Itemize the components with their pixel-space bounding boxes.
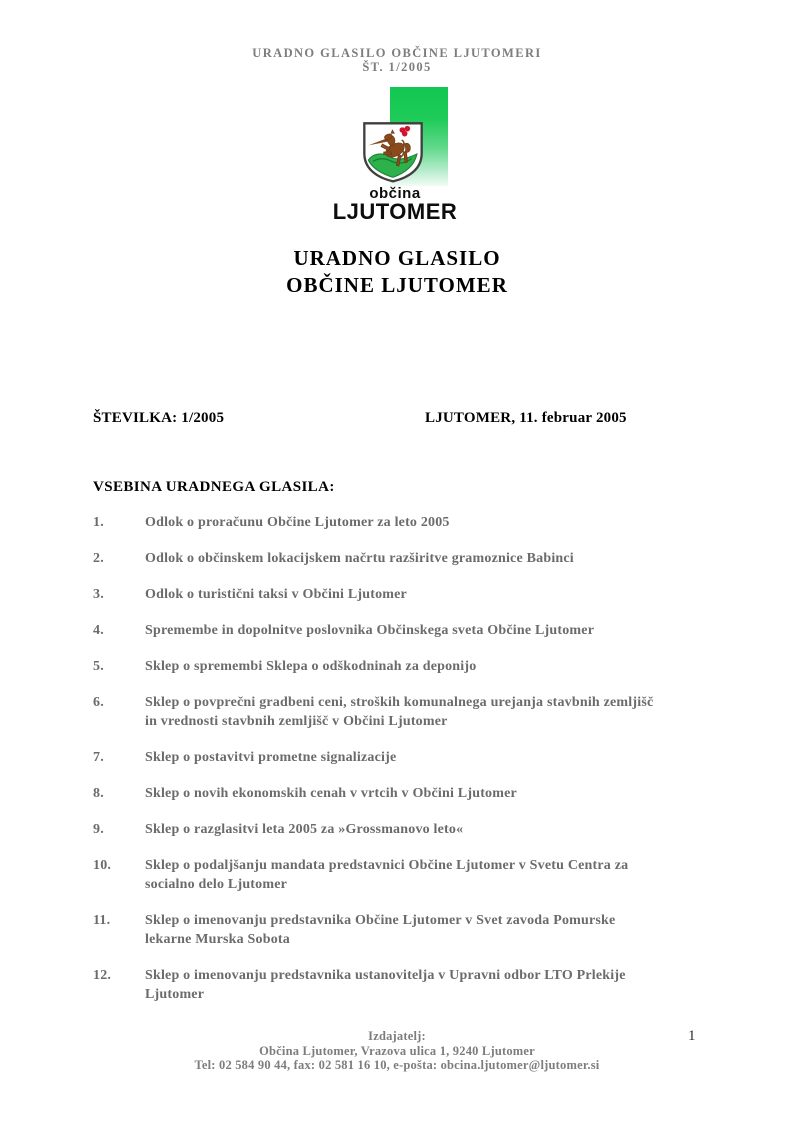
toc-item-text: Spremembe in dopolnitve poslovnika Občinskega sveta Občine Ljutomer — [145, 623, 595, 638]
toc-item-text: Sklep o spremembi Sklepa o odškodninah za deponijo — [145, 659, 477, 674]
toc-list — [93, 513, 673, 1021]
toc-item-text: Sklep o razglasitvi leta 2005 za »Grossmanovo leto« — [145, 822, 464, 837]
toc-item-number: 4. — [93, 623, 104, 638]
title-line2: OBČINE LJUTOMER — [286, 273, 508, 297]
document-title — [0, 245, 794, 299]
logo-municipality-name: LJUTOMER — [332, 199, 458, 224]
toc-item — [93, 621, 673, 640]
toc-item — [93, 911, 673, 949]
toc-item — [93, 693, 673, 731]
toc-item — [93, 585, 673, 604]
footer — [0, 1029, 794, 1073]
toc-item-text: Odlok o občinskem lokacijskem načrtu razširitve gramoznice Babinci — [145, 551, 574, 566]
toc-item-number: 12. — [93, 968, 112, 983]
toc-heading: VSEBINA URADNEGA GLASILA: — [93, 479, 335, 495]
toc-item — [93, 549, 673, 568]
toc-item-text: Odlok o proračunu Občine Ljutomer za leto 2005 — [145, 515, 450, 530]
footer-publisher-label: Izdajatelj: — [368, 1029, 426, 1043]
toc-item-number: 1. — [93, 515, 104, 530]
toc-item — [93, 856, 673, 894]
place-date: LJUTOMER, 11. februar 2005 — [425, 410, 627, 426]
toc-item-number: 6. — [93, 695, 104, 710]
page-number: 1 — [688, 1028, 696, 1044]
toc-item-number: 11. — [93, 913, 111, 928]
toc-item-number: 2. — [93, 551, 104, 566]
toc-item — [93, 784, 673, 803]
toc-item-text: Sklep o postavitvi prometne signalizacije — [145, 750, 397, 765]
toc-item-text: Sklep o novih ekonomskih cenah v vrtcih v Občini Ljutomer — [145, 786, 517, 801]
title-line1: URADNO GLASILO — [293, 246, 501, 270]
toc-item-number: 5. — [93, 659, 104, 674]
masthead — [0, 46, 794, 74]
masthead-title: URADNO GLASILO OBČINE LJUTOMERI — [252, 46, 542, 60]
toc-item — [93, 820, 673, 839]
toc-item-text: Odlok o turistični taksi v Občini Ljutomer — [145, 587, 407, 602]
toc-item — [93, 657, 673, 676]
coat-of-arms-icon — [359, 120, 427, 184]
toc-item-number: 3. — [93, 587, 104, 602]
municipality-logo — [0, 86, 794, 224]
toc-item-number: 7. — [93, 750, 104, 765]
logo-obcina-label: občina — [369, 185, 421, 202]
toc-item — [93, 748, 673, 767]
masthead-issue: ŠT. 1/2005 — [362, 60, 432, 74]
issue-number: ŠTEVILKA: 1/2005 — [93, 410, 225, 426]
footer-contact: Tel: 02 584 90 44, fax: 02 581 16 10, e-pošta: obcina.ljutomer@ljutomer.si — [194, 1058, 600, 1073]
toc-item — [93, 966, 673, 1004]
toc-item — [93, 513, 673, 532]
toc-item-number: 9. — [93, 822, 104, 837]
toc-item-text: Sklep o imenovanju predstavnika Občine Ljutomer v Svet zavoda Pomurske lekarne Murska Sobota — [145, 913, 616, 947]
toc-item-text: Sklep o imenovanju predstavnika ustanovitelja v Upravni odbor LTO Prlekije Ljutomer — [145, 968, 626, 1002]
toc-item-text: Sklep o podaljšanju mandata predstavnici Občine Ljutomer v Svetu Centra za socialno delo Ljutomer — [145, 858, 629, 892]
toc-item-number: 8. — [93, 786, 104, 801]
footer-address: Občina Ljutomer, Vrazova ulica 1, 9240 Ljutomer — [259, 1043, 535, 1058]
toc-item-text: Sklep o povprečni gradbeni ceni, stroških komunalnega urejanja stavbnih zemljišč in vrednosti stavbnih zemljišč v Občini Ljutomer — [145, 695, 654, 729]
toc-item-number: 10. — [93, 858, 112, 873]
